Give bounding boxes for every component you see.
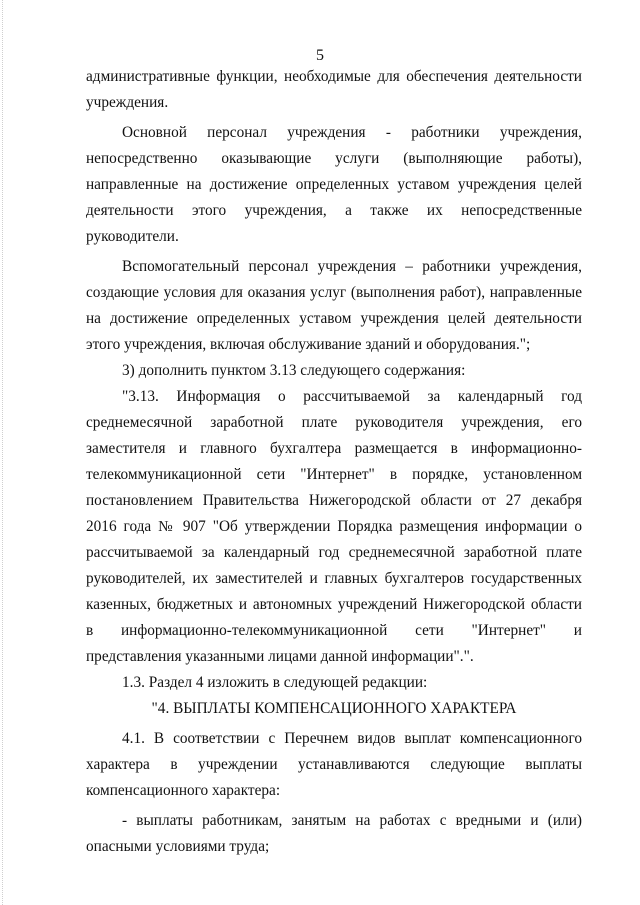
- text-line: 2016 года № 907 "Об утверждении Порядка размещения информации о: [86, 518, 582, 535]
- text-line: Основной персонал учреждения - работники учреждения,: [122, 124, 582, 141]
- paragraph-harmful-conditions: [86, 808, 582, 860]
- text-line: характера в учреждении устанавливаются следующие выплаты: [86, 756, 582, 773]
- text-line: - выплаты работникам, занятым на работах с вредными и (или): [122, 812, 582, 829]
- text-line: постановлением Правительства Нижегородской области от 27 декабря: [86, 492, 582, 509]
- scan-edge-marks: [2, 0, 5, 905]
- text-line: деятельности этого учреждения, а также их непосредственные: [86, 202, 582, 219]
- text-line: Вспомогательный персонал учреждения – работники учреждения,: [122, 258, 582, 275]
- paragraph-item-3-13: [86, 384, 582, 670]
- text-line: опасными условиями труда;: [86, 838, 270, 855]
- paragraph-item-4-1: [86, 726, 582, 804]
- text-line: направленные на достижение определенных уставом учреждения целей: [86, 176, 582, 193]
- paragraph-admin-functions: [86, 64, 582, 116]
- section-heading: [86, 696, 582, 722]
- text-line: компенсационного характера:: [86, 782, 281, 799]
- text-line: заместителя и главного бухгалтера размещается в информационно-: [86, 440, 582, 457]
- heading-line: "4. ВЫПЛАТЫ КОМПЕНСАЦИОННОГО ХАРАКТЕРА: [151, 700, 517, 717]
- text-line: учреждения.: [86, 94, 169, 111]
- document-body: [86, 64, 582, 860]
- text-line: на достижение определенных уставом учреждения целей деятельности: [86, 310, 582, 327]
- text-line: казенных, бюджетных и автономных учреждений Нижегородской области: [86, 596, 582, 613]
- text-line: руководители.: [86, 228, 179, 245]
- text-line: 1.3. Раздел 4 изложить в следующей редакции:: [122, 674, 428, 691]
- page-number: 5: [316, 47, 324, 64]
- text-line: представления указанными лицами данной информации".".: [86, 648, 474, 665]
- paragraph-section-4: [86, 670, 582, 696]
- paragraph-support-staff: [86, 254, 582, 358]
- text-line: "3.13. Информация о рассчитываемой за календарный год: [122, 388, 582, 405]
- text-line: создающие условия для оказания услуг (выполнения работ), направленные: [86, 284, 582, 301]
- paragraph-main-staff: [86, 120, 582, 250]
- text-line: телекоммуникационной сети "Интернет" в порядке, установленном: [86, 466, 582, 483]
- text-line: административные функции, необходимые для обеспечения деятельности: [86, 68, 582, 85]
- text-line: рассчитываемой за календарный год среднемесячной заработной плате: [86, 544, 582, 561]
- text-line: 3) дополнить пунктом 3.13 следующего содержания:: [122, 362, 466, 379]
- text-line: руководителей, их заместителей и главных бухгалтеров государственных: [86, 570, 582, 587]
- text-line: этого учреждения, включая обслуживание зданий и оборудования.";: [86, 336, 531, 353]
- text-line: непосредственно оказывающие услуги (выполняющие работы),: [86, 150, 582, 167]
- text-line: 4.1. В соответствии с Перечнем видов выплат компенсационного: [122, 730, 582, 747]
- text-line: среднемесячной заработной плате руководителя учреждения, его: [86, 414, 582, 431]
- text-line: в информационно-телекоммуникационной сети "Интернет" и: [86, 622, 582, 639]
- paragraph-add-item: [86, 358, 582, 384]
